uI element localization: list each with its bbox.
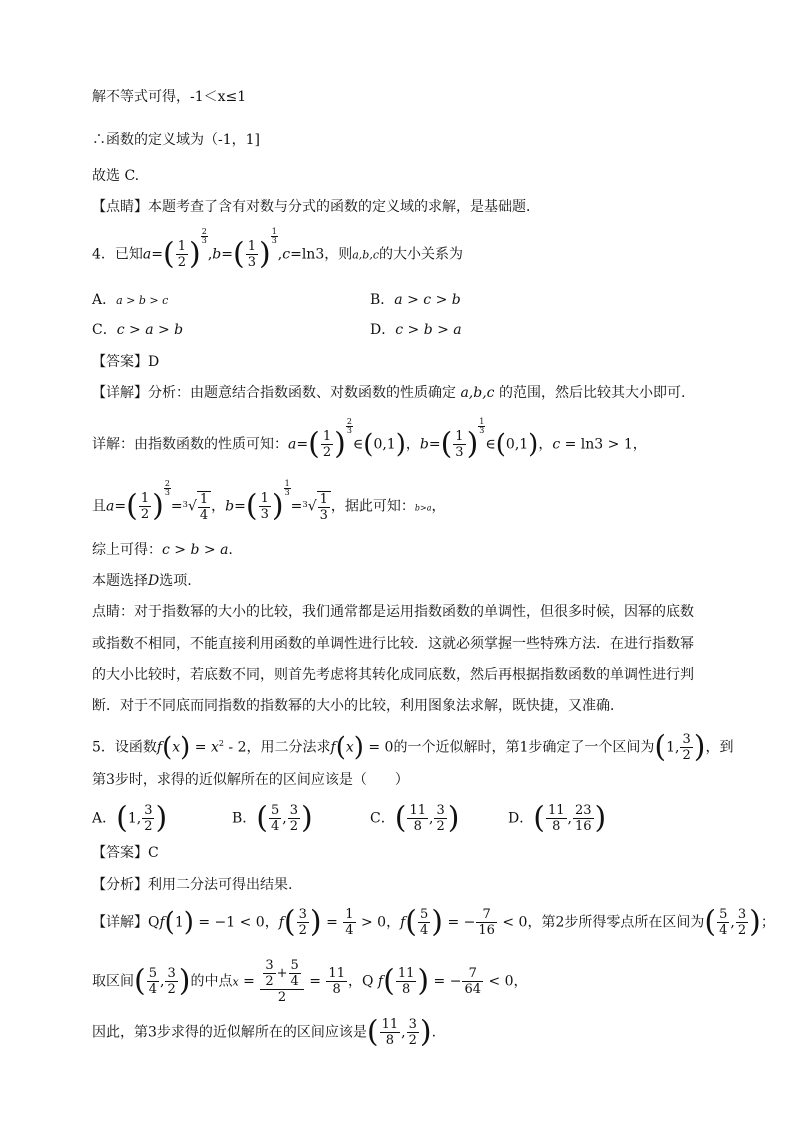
q5-option-b: B．( $\frac{5}{4}$ , $\frac{3}{2}$ ) <box>232 800 313 836</box>
option-c-text: c > a > b <box>116 322 184 338</box>
detail-5-text-c: ； <box>760 914 775 931</box>
q5-text-c: 的一个近似解时，第1步确定了一个区间为 <box>393 739 655 756</box>
detail-5-text-b: ，第2步所得零点所在区间为 <box>527 914 705 931</box>
detail-5-text-a: 【详解】Q <box>92 914 160 931</box>
question-5-line2: 第3步时，求得的近似解所在的区间应该是（ ） <box>92 772 409 788</box>
option-d-label: D． <box>370 322 396 338</box>
q4-abc: a,b,c <box>352 248 379 262</box>
answer-4: 【答案】D <box>92 354 160 370</box>
mid-text-a: 取区间 <box>92 973 134 990</box>
detail-4-compare: 且a=( $\frac{1}{2}$ ) $^{\frac{2}{3}}$ =$^3$√ $\frac{1}{4}$ ，b=( $\frac{1}{3}$ ) $^{\frac{1}{3}}$ =$^3$√ $\frac{1}{3}$ ，据此可知：b>a， <box>92 479 446 524</box>
and-end: ， <box>431 498 446 515</box>
detail-5: 【详解】Qf(1) = −1 < 0，f( $\frac{3}{2}$ ) = $\frac{1}{4}$ > 0，f( $\frac{5}{4}$ ) = − $\frac{7}{16}$ < 0，第2步所得零点所在区间为( $\frac{5}{4}$ , $\frac{3}{2}$ )； <box>92 904 775 940</box>
option-a-text: a > b > c <box>116 294 169 307</box>
summary-end: . <box>228 542 233 558</box>
q4-prefix: 4．已知 <box>92 246 143 263</box>
detail-4-text-b: 的范围，然后比较其大小即可. <box>494 385 686 401</box>
tip-line-4: 断．对于不同底而同指数的指数幂的大小的比较，利用图象法求解，既快捷，又准确． <box>92 698 624 714</box>
option-a <box>92 290 168 311</box>
summary-text: 综上可得： <box>92 542 162 558</box>
q4-math-a: a <box>142 246 152 263</box>
analysis-5: 【分析】利用二分法可得出结果. <box>92 877 293 893</box>
detail-4-text-c: 详解：由指数函数的性质可知： <box>92 436 288 453</box>
conclude-end: . <box>431 1024 437 1041</box>
text-line-choice: 故选 C. <box>92 168 140 184</box>
and-prefix: 且 <box>92 498 106 515</box>
conclude-text: 因此，第3步求得的近似解所在的区间应该是 <box>92 1024 367 1041</box>
conclusion-5: 因此，第3步求得的近似解所在的区间应该是( $\frac{11}{8}$ , $\frac{3}{2}$ ). <box>92 1014 437 1050</box>
detail-4-solution: 详解：由指数函数的性质可知：a=( $\frac{1}{2}$ ) $^{\frac{2}{3}}$ ∈(0,1)，b=( $\frac{1}{3}$ ) $^{\frac{1}{3}}$ ∈(0,1)，c = ln3 > 1， <box>92 417 647 462</box>
answer-5: 【答案】C <box>92 845 159 861</box>
choose-text: 本题选择 <box>92 573 148 589</box>
q5-option-d: D．( $\frac{11}{8}$ , $\frac{23}{16}$ ) <box>508 800 607 836</box>
option-b-text: a > c > b <box>394 292 461 308</box>
option-c-label: C． <box>92 322 117 338</box>
option-b <box>370 290 461 310</box>
summary-4 <box>92 540 233 560</box>
detail-4-analysis <box>92 383 685 403</box>
option-d-text: c > b > a <box>395 322 462 338</box>
q5-text-b: ，用二分法求 <box>246 739 331 756</box>
q4-suffix: ，则 <box>324 246 353 263</box>
option-b-label: B． <box>370 292 395 308</box>
tip-line-1: 点睛：对于指数幂的大小的比较，我们通常都是运用指数函数的单调性，但很多时候，因幂的底数 <box>92 604 694 620</box>
question-4: 4．已知a=( $\frac{1}{2}$ ) $^{\frac{2}{3}}$ ,b=( $\frac{1}{3}$ ) $^{\frac{1}{3}}$ ,c=ln3，则a,b,c的大小关系为 <box>92 227 463 272</box>
q5-text-a: 5．设函数 <box>92 739 157 756</box>
summary-ineq: c > b > a <box>162 542 229 558</box>
text-line-domain: ∴函数的定义域为（-1，1] <box>92 132 261 148</box>
choose-end: 选项. <box>159 573 192 589</box>
detail-5-midpoint: 取区间( $\frac{5}{4}$ , $\frac{3}{2}$ )的中点x = $\frac{3}{2}$ + $\frac{5}{4}$ 2 = $\frac{11}{8}$ ，Q f( $\frac{11}{8}$ ) = − $\frac{7}{64}$ < 0， <box>92 958 528 1005</box>
tip-line-2: 或指数不相同，不能直接利用函数的单调性进行比较．这就必须掌握一些特殊方法．在进行指数幂 <box>92 636 694 652</box>
detail-4-text-a: 【详解】分析：由题意结合指数函数、对数函数的性质确定 <box>92 385 461 401</box>
q5-text-d: ，到 <box>705 739 734 756</box>
tip-line-3: 的大小比较时，若底数不同，则首先考虑将其转化成同底数，然后再根据指数函数的单调性进行判 <box>92 667 694 683</box>
text-line-comment: 【点睛】本题考查了含有对数与分式的函数的定义域的求解，是基础题． <box>92 199 540 215</box>
q5-option-a: A．(1, $\frac{3}{2}$ ) <box>92 800 168 836</box>
and-small: b>a <box>414 503 432 513</box>
choose-d: D <box>148 573 160 589</box>
option-c <box>92 320 183 340</box>
choose-4 <box>92 571 192 591</box>
and-mid: ，据此可知： <box>330 498 415 515</box>
text-line-inequality: 解不等式可得，-1＜x≤1 <box>92 89 247 105</box>
question-5: 5．设函数$f(x) = x^2 - 2$，用二分法求f(x) = 0的一个近似解时，第1步确定了一个区间为(1, $\frac{3}{2}$ )，到 <box>92 729 734 765</box>
detail-4-abc: a,b,c <box>460 385 495 401</box>
q4-tail: 的大小关系为 <box>379 246 463 263</box>
mid-text-b: 的中点 <box>190 973 233 990</box>
q5-option-c: C．( $\frac{11}{8}$ , $\frac{3}{2}$ ) <box>370 800 460 836</box>
option-d <box>370 320 462 340</box>
option-a-label: A． <box>92 292 117 308</box>
